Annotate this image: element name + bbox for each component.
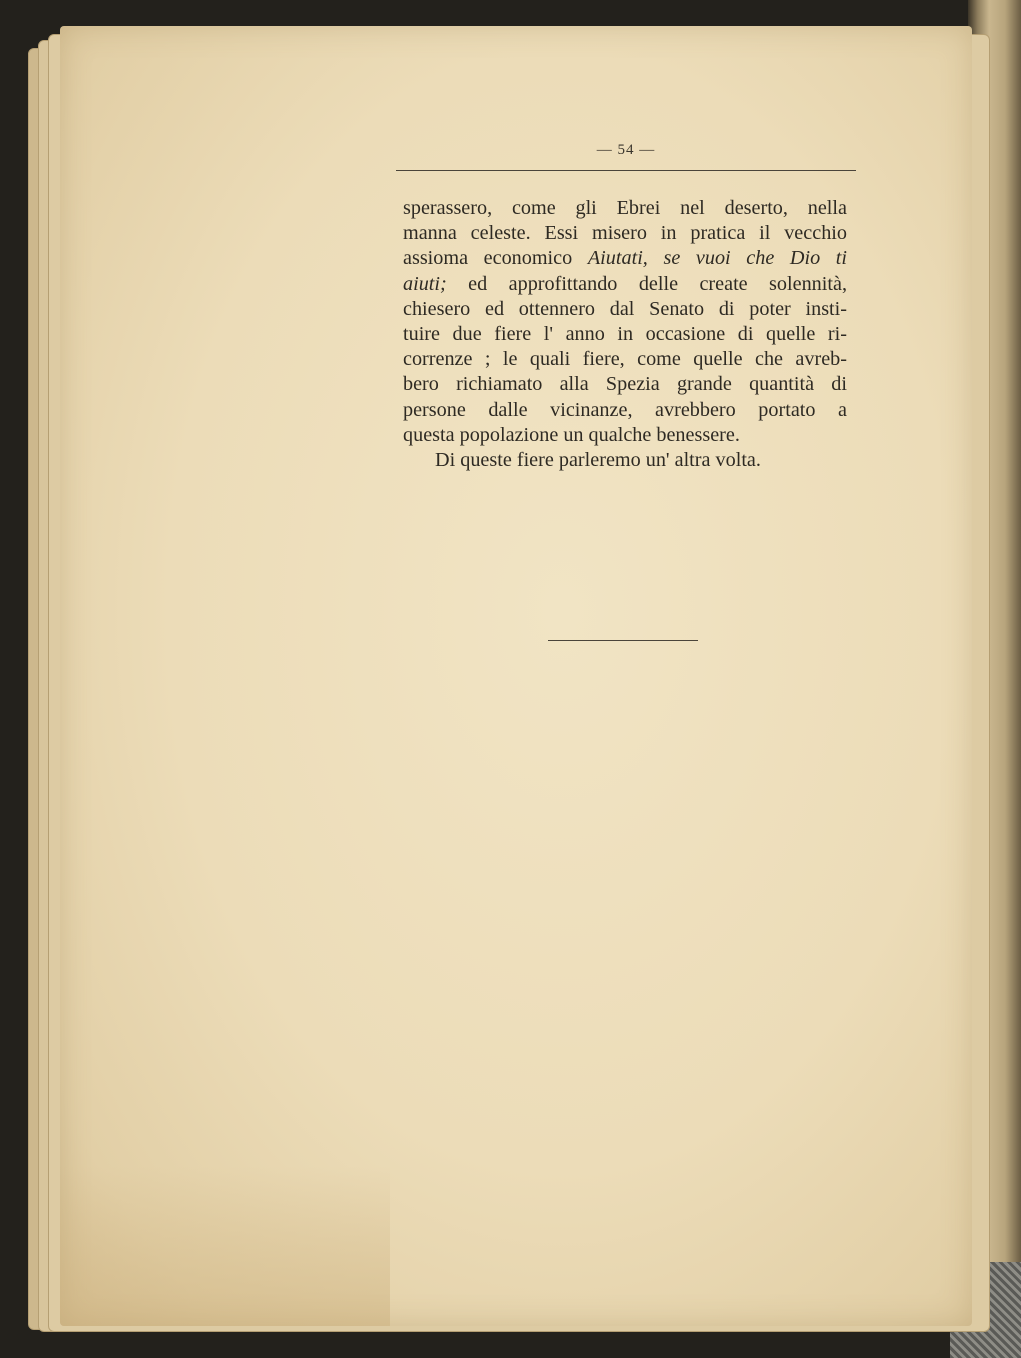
text-line: bero richiamato alla Spezia grande quantità di	[403, 373, 847, 396]
text-line: manna celeste. Essi misero in pratica il vecchio	[403, 222, 847, 245]
text-line: correnze ; le quali fiere, come quelle che avreb-	[403, 348, 847, 371]
page-number: — 54 —	[596, 142, 656, 158]
text-run: ed approfittando delle create solennità,	[446, 272, 847, 295]
section-end-rule	[548, 640, 698, 641]
text-line: questa popolazione un qualche benessere.	[403, 423, 740, 446]
italic-quote: aiuti;	[403, 272, 447, 295]
page-stain	[60, 1166, 390, 1326]
text-line: Di queste fiere parleremo un' altra volta.	[435, 448, 761, 471]
text-run: assioma economico	[403, 247, 588, 270]
text-line: tuire due fiere l' anno in occasione di quelle ri-	[403, 322, 847, 345]
header-rule	[396, 170, 856, 171]
page-header	[396, 140, 856, 172]
body-text	[403, 196, 847, 473]
text-line: persone dalle vicinanze, avrebbero portato a	[403, 398, 847, 421]
text-line	[403, 246, 847, 271]
text-line	[403, 272, 847, 297]
text-line: sperassero, come gli Ebrei nel deserto, nella	[403, 197, 847, 219]
italic-quote: Aiutati, se vuoi che Dio ti	[587, 247, 847, 270]
text-line: chiesero ed ottennero dal Senato di poter insti-	[403, 297, 847, 320]
